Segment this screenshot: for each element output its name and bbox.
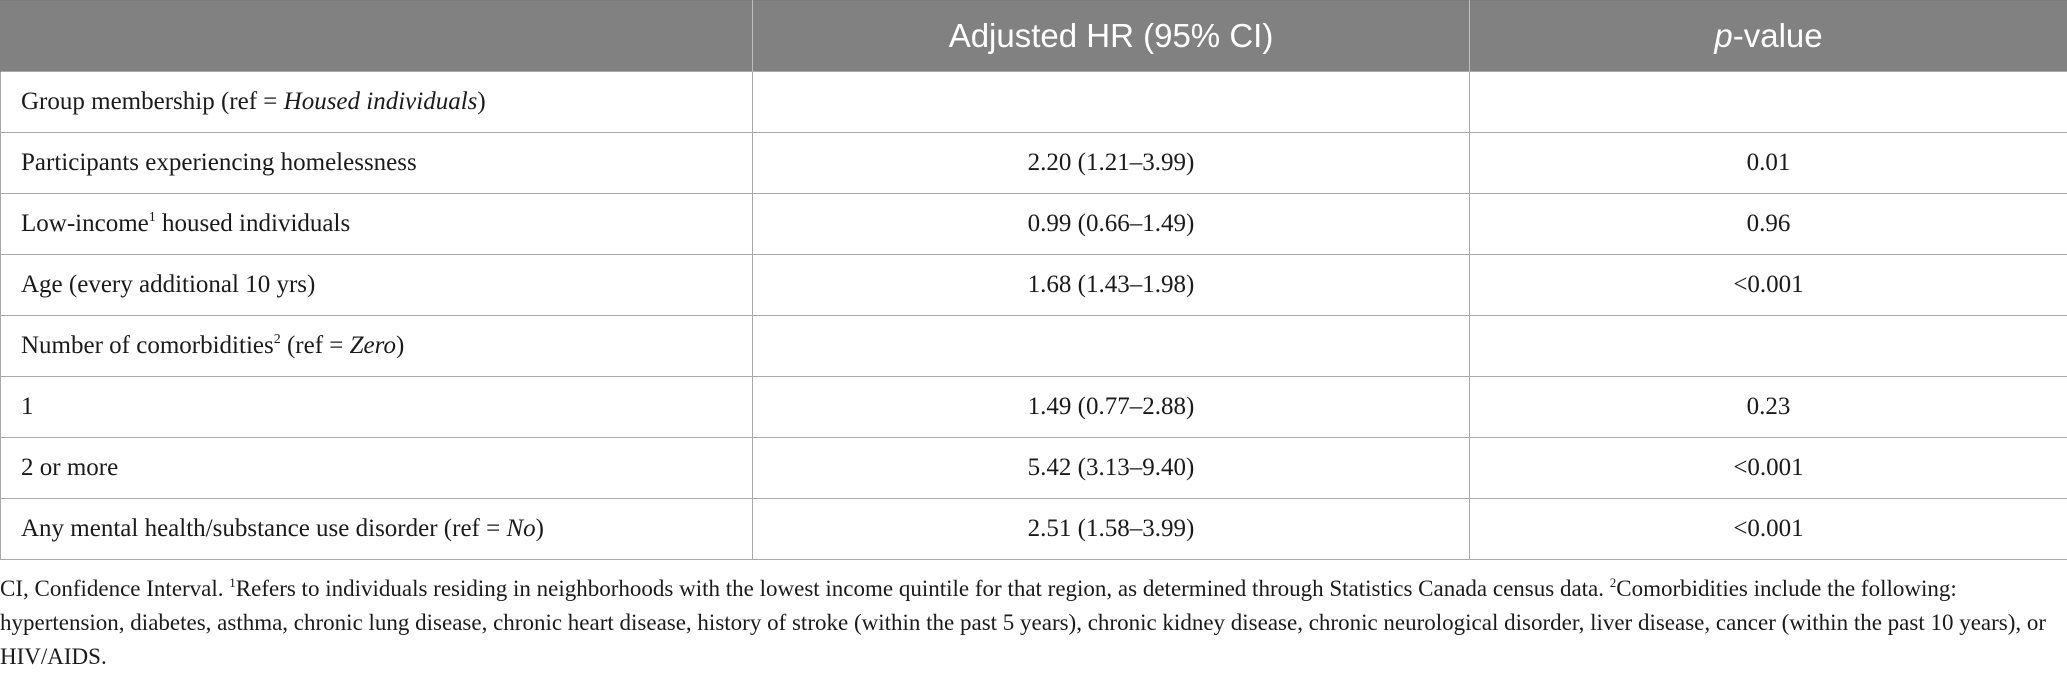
row-label-one-comorbidity: 1: [1, 377, 753, 438]
table-row: [1, 438, 2067, 499]
header-p-value: [1470, 1, 2067, 72]
row-label-two-or-more: 2 or more: [1, 438, 753, 499]
row-p: 0.01: [1470, 133, 2067, 194]
header-variable: [1, 1, 753, 72]
header-adjusted-hr: Adjusted HR (95% CI): [753, 1, 1470, 72]
table-row: [1, 316, 2067, 377]
table-body: [1, 72, 2067, 560]
header-p-italic: p: [1714, 17, 1733, 54]
row-p: 0.23: [1470, 377, 2067, 438]
table-row: [1, 72, 2067, 133]
row-label-low-income: Low-income$^1$ housed individuals: [1, 194, 753, 255]
row-p: 0.96: [1470, 194, 2067, 255]
row-label-age: Age (every additional 10 yrs): [1, 255, 753, 316]
footnote-sup-2: 2: [1609, 575, 1617, 590]
footnote-sup-1: 1: [229, 575, 236, 590]
row-p: <0.001: [1470, 438, 2067, 499]
row-hr: 0.99 (0.66–1.49): [753, 194, 1470, 255]
table-row: [1, 499, 2067, 560]
row-hr: 2.51 (1.58–3.99): [753, 499, 1470, 560]
row-hr: 1.68 (1.43–1.98): [753, 255, 1470, 316]
row-label-homelessness: Participants experiencing homelessness: [1, 133, 753, 194]
row-label-mental-health: Any mental health/substance use disorder (ref = No): [1, 499, 753, 560]
table-row: [1, 194, 2067, 255]
row-hr: [753, 72, 1470, 133]
table-row: [1, 377, 2067, 438]
row-p: <0.001: [1470, 499, 2067, 560]
footnote-marker-2: 2: [273, 332, 281, 347]
table-header: [1, 1, 2067, 72]
row-p: <0.001: [1470, 255, 2067, 316]
table-footnote: CI, Confidence Interval. $^1$Refers to individuals residing in neighborhoods with the lowest income quintile for that region, as determined through Statistics Canada census data. $^2$Comorbidities include the following: hypertension, diabetes, asthma, chronic lung disease, chronic heart disease, history of stroke (within the past 5 years), chronic kidney disease, chronic neurological disorder, liver disease, cancer (within the past 10 years), or HIV/AIDS.: [0, 575, 2047, 669]
header-row: [1, 1, 2067, 72]
header-p-rest: -value: [1732, 17, 1823, 54]
row-label-group-membership: Group membership (ref = Housed individuals): [1, 72, 753, 133]
row-label-comorbidities: Number of comorbidities$^2$ (ref = Zero): [1, 316, 753, 377]
row-p: [1470, 316, 2067, 377]
row-hr: 5.42 (3.13–9.40): [753, 438, 1470, 499]
table-row: [1, 133, 2067, 194]
table-row: [1, 255, 2067, 316]
row-hr: 2.20 (1.21–3.99): [753, 133, 1470, 194]
footnote-marker-1: 1: [148, 210, 156, 225]
row-hr: [753, 316, 1470, 377]
row-p: [1470, 72, 2067, 133]
row-hr: 1.49 (0.77–2.88): [753, 377, 1470, 438]
